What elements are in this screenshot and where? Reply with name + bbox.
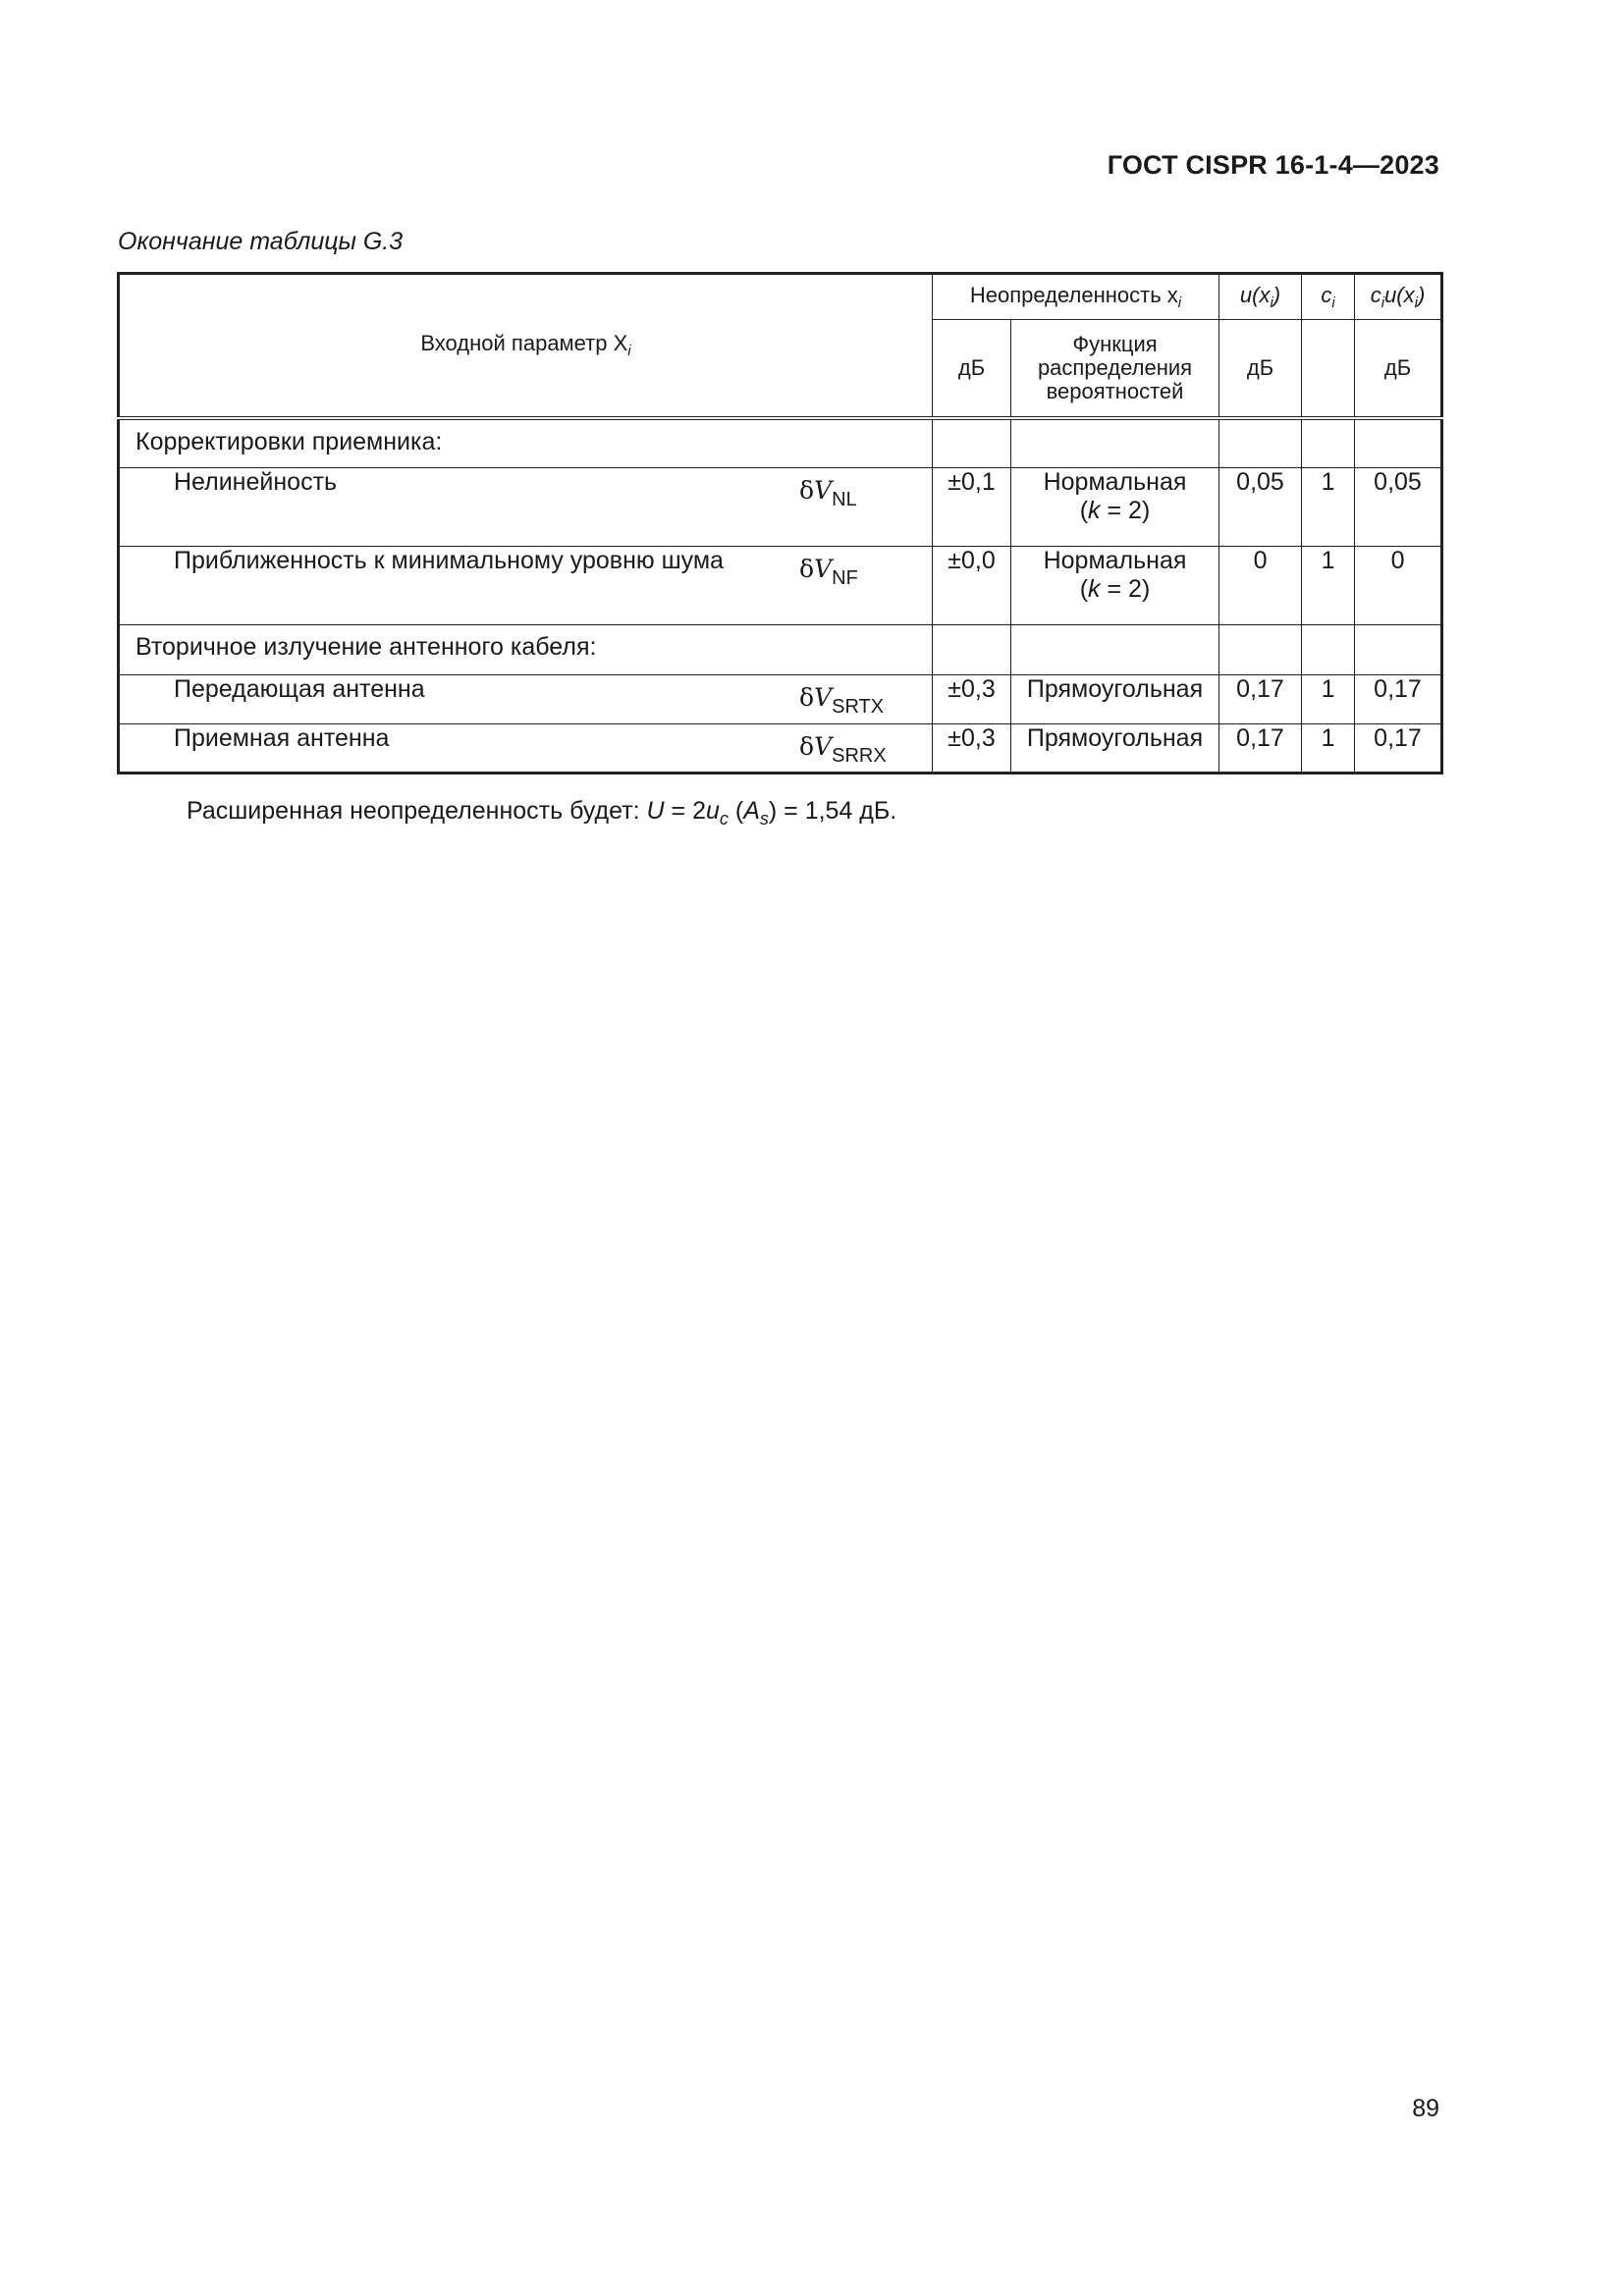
header-uncertainty: Неопределенность $x_i$ [933,274,1219,320]
param-cell [119,547,933,625]
table-row [119,547,1442,625]
expanded-uncertainty-note: Расширенная неопределенность будет: $U = 2u_c$ $(A_s) = 1,54$ дБ. [187,797,897,828]
uncertainty-table [117,272,1443,774]
distribution-cell: Нормальная (k = 2) [1011,547,1219,625]
param-symbol: $\delta V_{NF}$ [799,555,858,589]
value-cell: ±0,3 [933,724,1011,774]
header-db-2: дБ [1219,320,1302,418]
u-cell: 0,17 [1219,675,1302,724]
c-cell: 1 [1302,675,1355,724]
cu-cell: 0 [1355,547,1442,625]
param-name: Передающая антенна [174,675,425,703]
header-ci-u-xi: $c_iu(x_i)$ [1355,274,1442,320]
table-row [119,675,1442,724]
table-caption: Окончание таблицы G.3 [118,228,404,255]
document-code: ГОСТ CISPR 16-1-4—2023 [1107,150,1439,180]
table-row [119,724,1442,774]
value-cell: ±0,3 [933,675,1011,724]
cu-cell: 0,17 [1355,724,1442,774]
param-symbol: $\delta V_{SRTX}$ [799,683,885,718]
header-ci: $c_i$ [1302,274,1355,320]
header-input-parameter: Входной параметр $X_i$ [119,274,933,418]
param-cell [119,468,933,547]
distribution-cell: Нормальная (k = 2) [1011,468,1219,547]
cu-cell: 0,05 [1355,468,1442,547]
c-cell: 1 [1302,547,1355,625]
header-db-1: дБ [933,320,1011,418]
c-cell: 1 [1302,724,1355,774]
u-cell: 0,17 [1219,724,1302,774]
param-cell [119,724,933,774]
distribution-cell: Прямоугольная [1011,724,1219,774]
u-cell: 0,05 [1219,468,1302,547]
header-distribution-function: Функция распределения вероятностей [1011,320,1219,418]
section-label: Вторичное излучение антенного кабеля: [119,625,933,675]
u-cell: 0 [1219,547,1302,625]
param-name: Приближенность к минимальному уровню шума [174,547,724,574]
distribution-cell: Прямоугольная [1011,675,1219,724]
value-cell: ±0,1 [933,468,1011,547]
cu-cell: 0,17 [1355,675,1442,724]
c-cell: 1 [1302,468,1355,547]
param-symbol: $\delta V_{NL}$ [799,476,857,510]
param-name: Нелинейность [174,468,338,496]
section-label: Корректировки приемника: [119,418,933,468]
page-number: 89 [1412,2095,1439,2122]
table-row [119,468,1442,547]
value-cell: ±0,0 [933,547,1011,625]
param-name: Приемная антенна [174,724,390,752]
header-u-xi: $u(x_i)$ [1219,274,1302,320]
param-symbol: $\delta V_{SRRX}$ [799,732,887,767]
header-ci-blank [1302,320,1355,418]
header-db-3: дБ [1355,320,1442,418]
param-cell [119,675,933,724]
